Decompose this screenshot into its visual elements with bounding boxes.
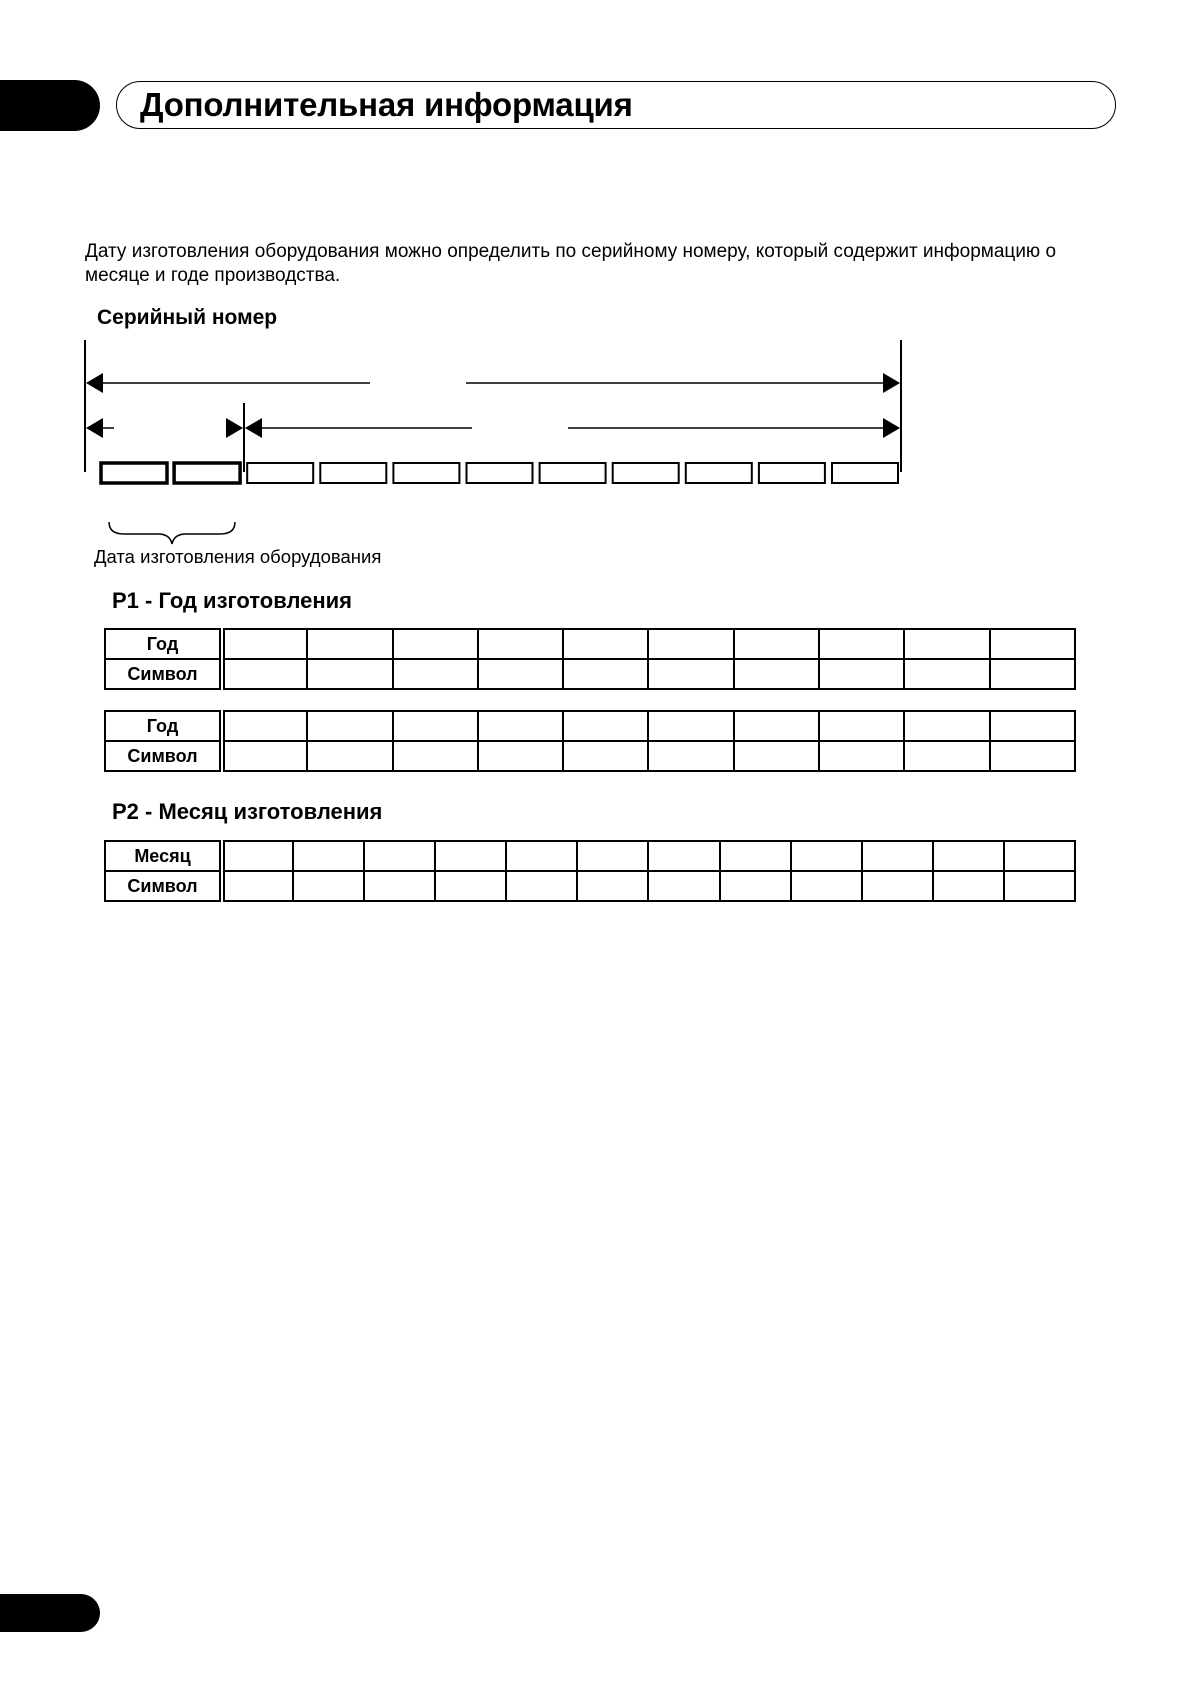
serial-boxes [101, 463, 898, 483]
p1-heading: P1 - Год изготовления [112, 588, 353, 613]
p2-heading: P2 - Месяц изготовления [112, 799, 383, 824]
symbol-cell [563, 741, 648, 771]
month-cell [1004, 841, 1075, 871]
symbol-cell [222, 741, 307, 771]
symbol-cell [734, 659, 819, 689]
symbol-cell [862, 871, 933, 901]
year-cell [563, 629, 648, 659]
date-caption: Дата изготовления оборудования [94, 546, 382, 567]
month-cell [933, 841, 1004, 871]
symbol-cell [307, 741, 392, 771]
symbol-cell [577, 871, 648, 901]
year-cell [990, 629, 1075, 659]
symbol-cell [904, 741, 989, 771]
year-cell [648, 629, 733, 659]
row-label-symbol: Символ [105, 659, 222, 689]
year-cell [734, 711, 819, 741]
table-row [105, 659, 1075, 689]
month-cell [293, 841, 364, 871]
symbol-cell [819, 741, 904, 771]
date-arrow-head-left [86, 418, 103, 438]
symbol-cell [393, 659, 478, 689]
symbol-cell [393, 741, 478, 771]
month-cell [720, 841, 791, 871]
year-cell [393, 629, 478, 659]
serial-box [320, 463, 386, 483]
serial-box [686, 463, 752, 483]
symbol-cell [307, 659, 392, 689]
month-cell [506, 841, 577, 871]
symbol-cell [364, 871, 435, 901]
year-cell [478, 629, 563, 659]
year-cell [904, 629, 989, 659]
table-row [105, 629, 1075, 659]
symbol-cell [1004, 871, 1075, 901]
symbol-cell [990, 659, 1075, 689]
year-cell [904, 711, 989, 741]
full-arrow-head-right [883, 373, 900, 393]
date-brace [109, 522, 235, 544]
year-cell [648, 711, 733, 741]
row-label-symbol: Символ [105, 741, 222, 771]
row-label-year: Год [105, 711, 222, 741]
serial-date-box [174, 463, 240, 483]
symbol-cell [478, 741, 563, 771]
month-cell [222, 841, 293, 871]
row-label-month: Месяц [105, 841, 222, 871]
serial-number-heading: Серийный номер [97, 306, 278, 329]
rest-arrow-head-right [883, 418, 900, 438]
row-label-symbol: Символ [105, 871, 222, 901]
serial-date-box [101, 463, 167, 483]
year-cell [307, 711, 392, 741]
symbol-cell [904, 659, 989, 689]
symbol-cell [648, 659, 733, 689]
month-cell [648, 841, 719, 871]
symbol-cell [720, 871, 791, 901]
full-arrow-head-left [86, 373, 103, 393]
year-cell [990, 711, 1075, 741]
year-table-1 [104, 628, 1076, 690]
rest-arrow-head-left [245, 418, 262, 438]
page-tab-bottom [0, 1594, 100, 1632]
symbol-cell [819, 659, 904, 689]
symbol-cell [734, 741, 819, 771]
serial-box [540, 463, 606, 483]
year-cell [307, 629, 392, 659]
year-cell [819, 711, 904, 741]
serial-box [467, 463, 533, 483]
symbol-cell [435, 871, 506, 901]
symbol-cell [933, 871, 1004, 901]
date-arrow-head-right [226, 418, 243, 438]
year-cell [222, 629, 307, 659]
table-row [105, 711, 1075, 741]
row-label-year: Год [105, 629, 222, 659]
symbol-cell [791, 871, 862, 901]
table-row [105, 741, 1075, 771]
symbol-cell [990, 741, 1075, 771]
serial-box [759, 463, 825, 483]
month-cell [364, 841, 435, 871]
symbol-cell [648, 741, 733, 771]
month-cell [577, 841, 648, 871]
year-cell [222, 711, 307, 741]
symbol-cell [293, 871, 364, 901]
year-table-2 [104, 710, 1076, 772]
page-title: Дополнительная информация [140, 86, 633, 123]
symbol-cell [222, 659, 307, 689]
serial-box [832, 463, 898, 483]
symbol-cell [563, 659, 648, 689]
table-row [105, 841, 1075, 871]
serial-number-diagram [0, 0, 1191, 600]
intro-paragraph: Дату изготовления оборудования можно определить по серийному номеру, который содержит информацию о месяце и годе производства. [85, 241, 1057, 286]
year-cell [393, 711, 478, 741]
year-cell [734, 629, 819, 659]
serial-box [393, 463, 459, 483]
year-cell [478, 711, 563, 741]
month-cell [862, 841, 933, 871]
symbol-cell [222, 871, 293, 901]
symbol-cell [478, 659, 563, 689]
table-row [105, 871, 1075, 901]
year-cell [563, 711, 648, 741]
month-cell [435, 841, 506, 871]
symbol-cell [506, 871, 577, 901]
serial-box [613, 463, 679, 483]
year-cell [819, 629, 904, 659]
symbol-cell [648, 871, 719, 901]
serial-box [247, 463, 313, 483]
month-cell [791, 841, 862, 871]
month-table [104, 840, 1076, 902]
